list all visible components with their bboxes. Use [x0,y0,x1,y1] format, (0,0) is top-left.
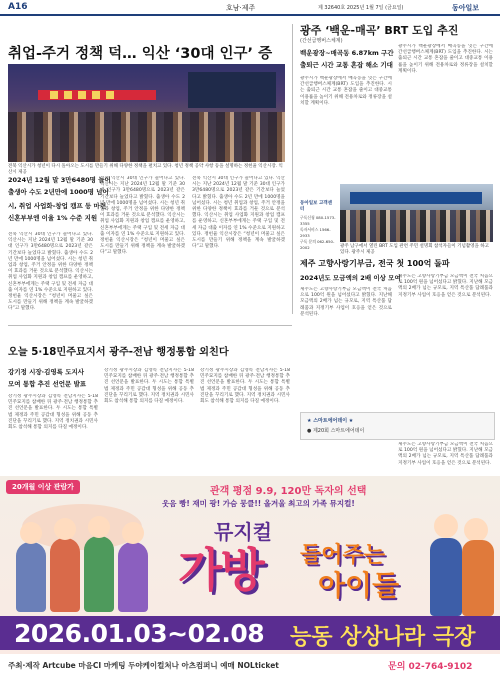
article3-body-col1: 제주도는 고향사랑기부금 모금액이 전국 처음으로 100억 원을 넘어섰다고 밝혔다. 지난해 모금액의 2배가 넘는 규모로, 지역 특산품 답례품과 지정기부 사업이 호응을 얻은 것으로 분석된다. [300,287,392,317]
article2-photo [340,184,493,242]
dates-band [0,616,500,650]
ranking-line: 관객 평점 9.9, 120만 독자의 선택 [210,486,367,497]
article2-title: 광주 ‘백운-매곡’ BRT 도입 추진 [300,24,459,37]
title-big: 가방 [178,543,263,597]
article3-subhead: 2024년도 모금액의 2배 이상 모여 [300,274,401,282]
article3-title: 제주 고향사랑기부금, 전국 첫 100억 돌파 [300,259,450,268]
article1-photo [8,64,285,162]
article2-subhead-1: 백운광장~매곡동 6.87km 구간 [300,49,394,57]
issue-meta: 제 32640호 2025년 1월 7일 (금요일) [318,5,404,11]
column-divider [292,24,293,314]
article3-body-col3: 제주도는 고향사랑기부금 모금액이 전국 처음으로 100억 원을 넘어섰다고 밝혔다. 지난해 모금액의 2배가 넘는 규모로, 지역 특산품 답례품과 지정기부 사업이 호응을 얻은 것으로 분석된다. [398,442,493,466]
infobox-title: 동아일보 고객센터 [300,201,332,212]
infobox-row: 구독 문의 062-650-2002 [300,239,335,250]
article2-subhead-2: 출퇴근 시간 교통 혼잡 해소 기대 [300,61,393,69]
ad-strip [300,412,495,440]
title-last: 아이들 [318,569,400,602]
performance-dates: 2026.01.03~02.08 [14,619,265,648]
article1-subhead-1: 2024년 12월 말 3만6480명 늘어 [8,176,111,184]
slogan-line: 웃음 빵! 재미 팡! 가슴 뭉클!! 올겨울 최고의 가족 뮤지컬! [162,499,355,508]
infobox-row: 구독신청 080-1573-3355 [300,215,336,226]
article1-body-col2: 전북 익산시 30대 인구가 늘어나고 있다. 익산시는 지난 2024년 12월 말 기준 30대 인구가 3만6480명으로 2023년 같은 기간보다 늘었다고 밝혔다. 출생아 수도 2년 만에 1000명을 넘어섰다. 시는 청년 취업과 창업, 주거 안정을 위한 다양한 정책이 효과를 거둔 것으로 분석했다. 익산시는 취업 사업화 지원과 창업 캠프를 운영하고, 신혼부부에게는 주택 구입 및 전세 자금 대출 이자를 연 1% 수준으로 지원하고 있다. 정헌율 익산시장은 “청년이 머물고 싶은 도시를 만들기 위해 정책을 계속 발굴하겠다”고 말했다. [100,176,185,256]
sponsor-line [0,654,500,691]
title-rest: 들어주는 [300,543,386,568]
section-name: 호남·제주 [226,4,256,12]
article1-body-col3: 전북 익산시 30대 인구가 늘어나고 있다. 익산시는 지난 2024년 12월 말 기준 30대 인구가 3만6480명으로 2023년 같은 기간보다 늘었다고 밝혔다. 출생아 수도 2년 만에 1000명을 넘어섰다. 시는 청년 취업과 창업, 주거 안정을 위한 다양한 정책이 효과를 거둔 것으로 분석했다. 익산시는 취업 사업화 지원과 창업 캠프를 운영하고, 신혼부부에게는 주택 구입 및 전세 자금 대출 이자를 연 1% 수준으로 지원하고 있다. 정헌율 익산시장은 “청년이 머물고 싶은 도시를 만들기 위해 정책을 계속 발굴하겠다”고 말했다. [192,176,285,250]
article4-body-col2: 강기정 광주시장과 김영록 전남지사는 5·18민주묘지를 참배한 뒤 광주·전남 행정통합 추진 선언문을 발표한다. 두 시도는 통합 특별법 제정과 주민 공감대 형성을 위해 공동 추진단을 꾸리기로 했다. 지역 정치권과 시민사회도 참석해 통합 의지를 다질 예정이다. [104,368,194,405]
ad-strip-line2: ● 제20회 스마트에어데이 [307,428,365,434]
section-divider [8,325,292,326]
sponsors: 주최·제작 Artcube 마음CI 마케팅 두야케이컬처나 아츠컴퍼니 예매 NOLticket [8,661,279,670]
article3-body-col2: 제주도는 고향사랑기부금 모금액이 전국 처음으로 100억 원을 넘어섰다고 밝혔다. 지난해 모금액의 2배가 넘는 규모로, 지역 특산품 답례품과 지정기부 사업이 호응을 얻은 것으로 분석된다. [398,274,493,298]
page-header [0,0,500,16]
page-number: A16 [8,2,28,12]
ad-strip-line1: ★ 스마트에어데이 ★ [307,418,354,424]
customer-service-box [300,200,336,252]
article4-subhead-1: 강기정 시장·김영록 도지사 [8,368,85,376]
characters-right [428,510,496,616]
age-rating-tag: 20개월 이상 관람가 [6,480,80,494]
article2-body-col2: 광주시가 백운광장에서 매곡동을 잇는 구간에 간선급행버스체계(BRT) 도입을 추진한다. 시는 출퇴근 시간 교통 혼잡을 줄이고 대중교통 이용률을 높이기 위해 전용차로와 정류장을 설치할 계획이다. [398,44,493,74]
infobox-row: 독자서비스 1566-2933 [300,227,331,238]
phone-inquiry[interactable]: 문의 02-764-9102 [388,662,473,672]
characters-illustration [2,498,162,616]
newspaper-logo: 동아일보 [452,4,480,12]
article1-body-col1: 전북 익산시 30대 인구가 늘어나고 있다. 익산시는 지난 2024년 12월 말 기준 30대 인구가 3만6480명으로 2023년 같은 기간보다 늘었다고 밝혔다. 출생아 수도 2년 만에 1000명을 넘어섰다. 시는 청년 취업과 창업, 주거 안정을 위한 다양한 정책이 효과를 거둔 것으로 분석했다. 익산시는 취업 사업화 지원과 창업 캠프를 운영하고, 신혼부부에게는 주택 구입 및 전세 자금 대출 이자를 연 1% 수준으로 지원하고 있다. 정헌율 익산시장은 “청년이 머물고 싶은 도시를 만들기 위해 정책을 계속 발굴하겠다”고 말했다. [8,232,93,312]
venue-name: 능동 상상나라 극장 [290,625,476,650]
article1-title: 취업-주거 정책 덕… 익산 ‘30대 인구’ 증 [8,46,273,62]
article1-subhead-2: 출생아 수도 2년만에 1000명 넘어 [8,188,109,196]
article1-subhead-4: 신혼부부엔 이율 1% 수준 지원 [8,214,98,222]
article2-photo-caption: 광주 남구에서 열린 BRT 도입 관련 주민 설명회 참석자들이 기념촬영을 하고 있다. 광주시 제공 [340,244,489,255]
article2-kicker: (간선급행버스체계) [300,38,343,44]
article4-title: 오늘 5·18민주묘지서 광주-전남 행정통합 외친다 [8,347,229,358]
article2-body-col1: 광주시가 백운광장에서 매곡동을 잇는 구간에 간선급행버스체계(BRT) 도입을 추진한다. 시는 출퇴근 시간 교통 혼잡을 줄이고 대중교통 이용률을 높이기 위해 전용차로와 정류장을 설치할 계획이다. [300,76,392,106]
article4-body-col3: 강기정 광주시장과 김영록 전남지사는 5·18민주묘지를 참배한 뒤 광주·전남 행정통합 추진 선언문을 발표한다. 두 시도는 통합 특별법 제정과 주민 공감대 형성을 위해 공동 추진단을 꾸리기로 했다. 지역 정치권과 시민사회도 참석해 통합 의지를 다질 예정이다. [200,368,290,405]
article1-photo-caption: 전북 익산시가 청년이 다시 돌아오는 도시를 만들기 위해 다양한 정책을 펼치고 있다. 청년 정책 공약 사항 등을 설명하는 정헌율 익산시장. 익산시 제공 [8,164,283,175]
article4-subhead-2: 모여 통합 추진 선언문 발표 [8,380,87,388]
article1-subhead-3: 시, 취업 사업화-창업 캠프 등 마련 [8,202,107,210]
article4-body-col1: 강기정 광주시장과 김영록 전남지사는 5·18민주묘지를 참배한 뒤 광주·전남 행정통합 추진 선언문을 발표한다. 두 시도는 통합 특별법 제정과 주민 공감대 형성을 위해 공동 추진단을 꾸리기로 했다. 지역 정치권과 시민사회도 참석해 통합 의지를 다질 예정이다. [8,394,98,431]
musical-advertisement[interactable] [0,476,500,691]
musical-badge: 뮤지컬 [214,520,272,544]
